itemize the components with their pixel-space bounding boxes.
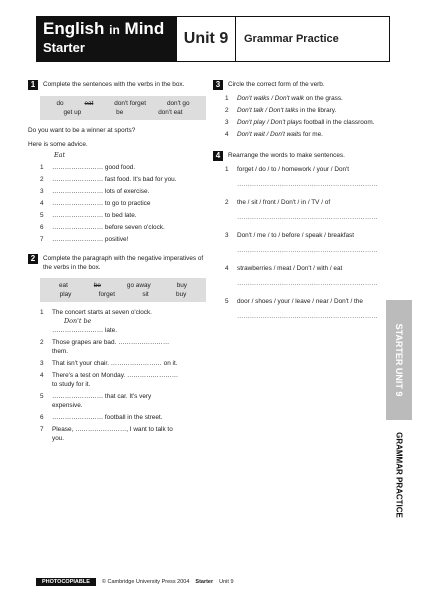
footer-unit: Unit 9 [219, 579, 234, 585]
exercise-item: 4 Don't wait / Don't waits for me. [225, 131, 323, 138]
left-column [28, 80, 206, 443]
exercise-2-heading [28, 254, 206, 272]
exercise-instruction: Rearrange the words to make sentences. [228, 152, 345, 159]
exercise-item: 6 …………………… football in the street. [40, 414, 163, 421]
example-answer: Eat [54, 151, 66, 159]
exercise-item: 4 …………………… to go to practice [40, 200, 151, 207]
exercise-instruction: Complete the sentences with the verbs in the box. [43, 81, 185, 88]
answer-line: ………………………………………………………… [237, 214, 378, 221]
exercise-item: 5 door / shoes / your / leave / near / Don't / the [225, 298, 363, 305]
box-word: get up [63, 109, 82, 116]
exercise-item: 5 …………………… that car. It's very [40, 393, 152, 400]
side-tab-text: STARTER UNIT 9 [394, 323, 404, 397]
box-word: be [116, 109, 124, 116]
footer-level: Starter [195, 579, 214, 585]
box-word: be [93, 282, 101, 289]
brand-word-english: English [43, 19, 105, 38]
box-word: forget [98, 291, 116, 298]
exercise-item: 2 Don't talk / Don't talks in the library. [225, 107, 337, 114]
side-tab-section [386, 420, 412, 530]
exercise-item: 7 …………………… positive! [40, 236, 129, 243]
exercise-4-heading [213, 151, 385, 161]
exercise-number: 1 [28, 80, 38, 90]
example-answer: Don't be [64, 317, 92, 325]
item-continuation: expensive. [52, 402, 83, 409]
brand-word-mind: Mind [124, 19, 165, 38]
unit-label: Unit 9 [177, 17, 236, 61]
item-continuation: them. [52, 348, 68, 355]
box-word: sit [142, 291, 149, 298]
box-word: do [56, 100, 64, 107]
box-word: eat [58, 282, 68, 289]
page-footer [36, 578, 234, 586]
word-box [40, 96, 206, 120]
exercise-item: 7 Please, ……………………, I want to talk to [40, 426, 173, 433]
side-tab-unit [386, 300, 412, 420]
exercise-item: 3 …………………… lots of exercise. [40, 188, 150, 195]
box-word: go away [126, 282, 151, 289]
copyright-text: © Cambridge University Press 2004 [101, 579, 190, 585]
brand-word-in: in [109, 23, 120, 37]
exercise-instruction: Complete the paragraph with the negative imperatives of the verbs in the box. [43, 255, 204, 271]
box-word: don't forget [114, 100, 147, 107]
box-word: eat [84, 100, 94, 107]
box-word: play [59, 291, 72, 298]
answer-line: ………………………………………………………… [237, 247, 378, 254]
exercise-item: 2 Those grapes are bad. …………………… [40, 339, 170, 346]
page-header [36, 16, 390, 62]
word-box [40, 278, 206, 302]
brand-logo [37, 17, 177, 61]
brand-level: Starter [43, 40, 85, 55]
exercise-item: 4 strawberries / meat / Don't / with / eat [225, 265, 343, 272]
exercise-item: 2 the / sit / front / Don't / in / TV / of [225, 199, 331, 206]
page-title: Grammar Practice [244, 33, 339, 45]
exercise-item: 1 forget / do / to / homework / your / Don't [225, 166, 350, 173]
exercise-instruction: Circle the correct form of the verb. [228, 81, 325, 88]
exercise-1-heading [28, 80, 206, 90]
box-word: buy [176, 282, 188, 289]
right-column [213, 80, 385, 321]
exercise-number: 3 [213, 80, 223, 90]
box-word: don't go [166, 100, 190, 107]
intro-text: Do you want to be a winner at sports? [28, 127, 136, 134]
exercise-item: 3 That isn't your chair. …………………… on it. [40, 360, 178, 367]
photocopiable-label: PHOTOCOPIABLE [36, 578, 96, 586]
box-word: buy [176, 291, 187, 298]
item-continuation: you. [52, 435, 65, 442]
exercise-3-heading [213, 80, 385, 90]
side-tab-text: GRAMMAR PRACTICE [394, 432, 404, 518]
exercise-item: 6 …………………… before seven o'clock. [40, 224, 165, 231]
exercise-item: 1 …………………… good food. [40, 164, 136, 171]
exercise-item: 2 …………………… fast food. It's bad for you. [40, 176, 177, 183]
intro-text: Here is some advice. [28, 141, 88, 148]
exercise-number: 2 [28, 254, 38, 264]
answer-line: ………………………………………………………… [237, 181, 378, 188]
answer-line: ………………………………………………………… [237, 313, 378, 320]
exercise-item: 3 Don't / me / to / before / speak / breakfast [225, 232, 355, 239]
exercise-number: 4 [213, 151, 223, 161]
exercise-item: 5 …………………… to bed late. [40, 212, 137, 219]
item-continuation: …………………… late. [52, 327, 117, 334]
exercise-item: 1 Don't walks / Don't walk on the grass. [225, 95, 343, 102]
exercise-item: 1 The concert starts at seven o'clock. [40, 309, 152, 316]
exercise-item: 4 There's a test on Monday. …………………… [40, 372, 179, 379]
item-continuation: to study for it. [52, 381, 91, 388]
answer-line: ………………………………………………………… [237, 280, 378, 287]
exercise-item: 3 Don't play / Don't plays football in the classroom. [225, 119, 375, 126]
box-word: don't eat [158, 109, 183, 116]
